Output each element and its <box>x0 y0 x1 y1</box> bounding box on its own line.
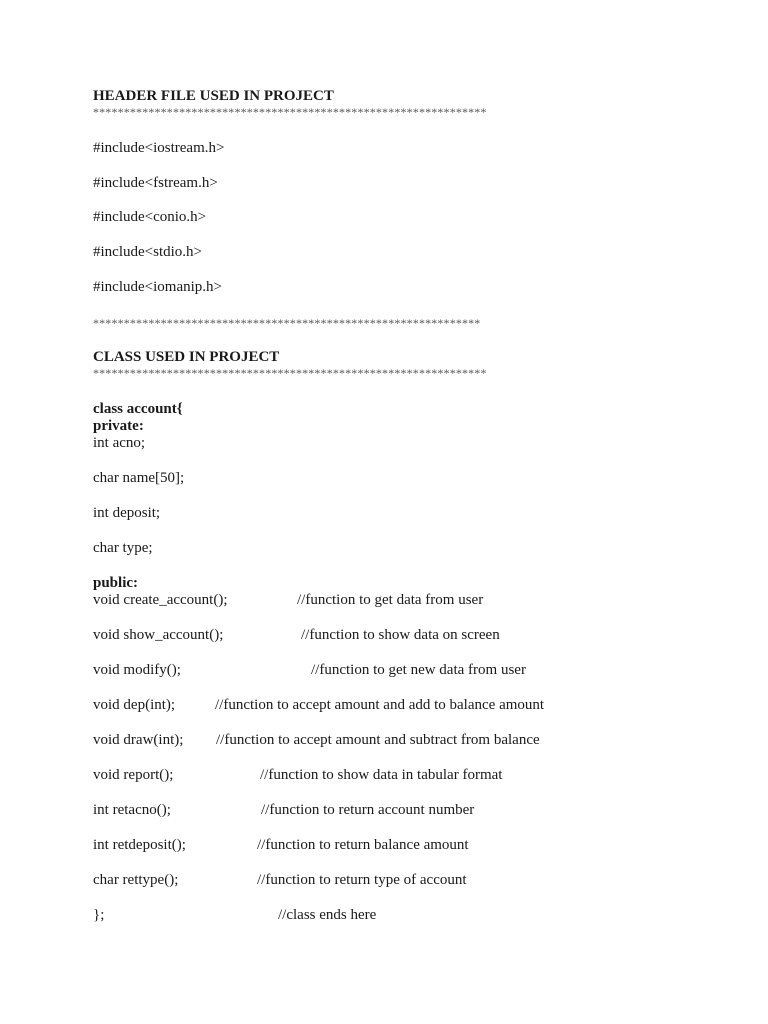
method-comment: //function to get new data from user <box>311 662 526 678</box>
private-label: private: <box>93 418 144 434</box>
class-close-comment: //class ends here <box>278 907 377 923</box>
method-code: void draw(int); <box>93 732 184 748</box>
method-comment: //function to get data from user <box>297 592 484 608</box>
method-comment: //function to accept amount and subtract from balance <box>216 732 540 748</box>
method-code: void dep(int); <box>93 697 176 713</box>
method-code: char rettype(); <box>93 872 179 888</box>
public-label: public: <box>93 575 139 591</box>
include-line: #include<fstream.h> <box>93 175 218 191</box>
member-line: char type; <box>93 540 153 556</box>
class-heading: CLASS USED IN PROJECT <box>93 349 280 365</box>
member-line: int acno; <box>93 435 146 451</box>
method-comment: //function to return account number <box>261 802 475 818</box>
member-line: int deposit; <box>93 505 161 521</box>
method-code: void modify(); <box>93 662 181 678</box>
method-code: void create_account(); <box>93 592 228 608</box>
class-declaration: class account{ <box>93 401 183 417</box>
include-line: #include<iostream.h> <box>93 140 225 156</box>
method-code: void show_account(); <box>93 627 224 643</box>
method-comment: //function to show data on screen <box>301 627 500 643</box>
stars-divider: **************************************************************** <box>93 105 487 119</box>
class-close: }; <box>93 907 105 923</box>
method-code: int retacno(); <box>93 802 171 818</box>
header-files-heading: HEADER FILE USED IN PROJECT <box>93 88 334 104</box>
include-line: #include<iomanip.h> <box>93 279 222 295</box>
method-comment: //function to return type of account <box>257 872 467 888</box>
include-line: #include<stdio.h> <box>93 244 202 260</box>
stars-divider: **************************************************************** <box>93 366 487 380</box>
include-line: #include<conio.h> <box>93 209 207 225</box>
member-line: char name[50]; <box>93 470 185 486</box>
method-comment: //function to accept amount and add to balance amount <box>215 697 545 713</box>
method-comment: //function to show data in tabular format <box>260 767 503 783</box>
method-comment: //function to return balance amount <box>257 837 469 853</box>
method-code: int retdeposit(); <box>93 837 186 853</box>
stars-divider: *************************************************************** <box>93 316 481 330</box>
method-code: void report(); <box>93 767 174 783</box>
